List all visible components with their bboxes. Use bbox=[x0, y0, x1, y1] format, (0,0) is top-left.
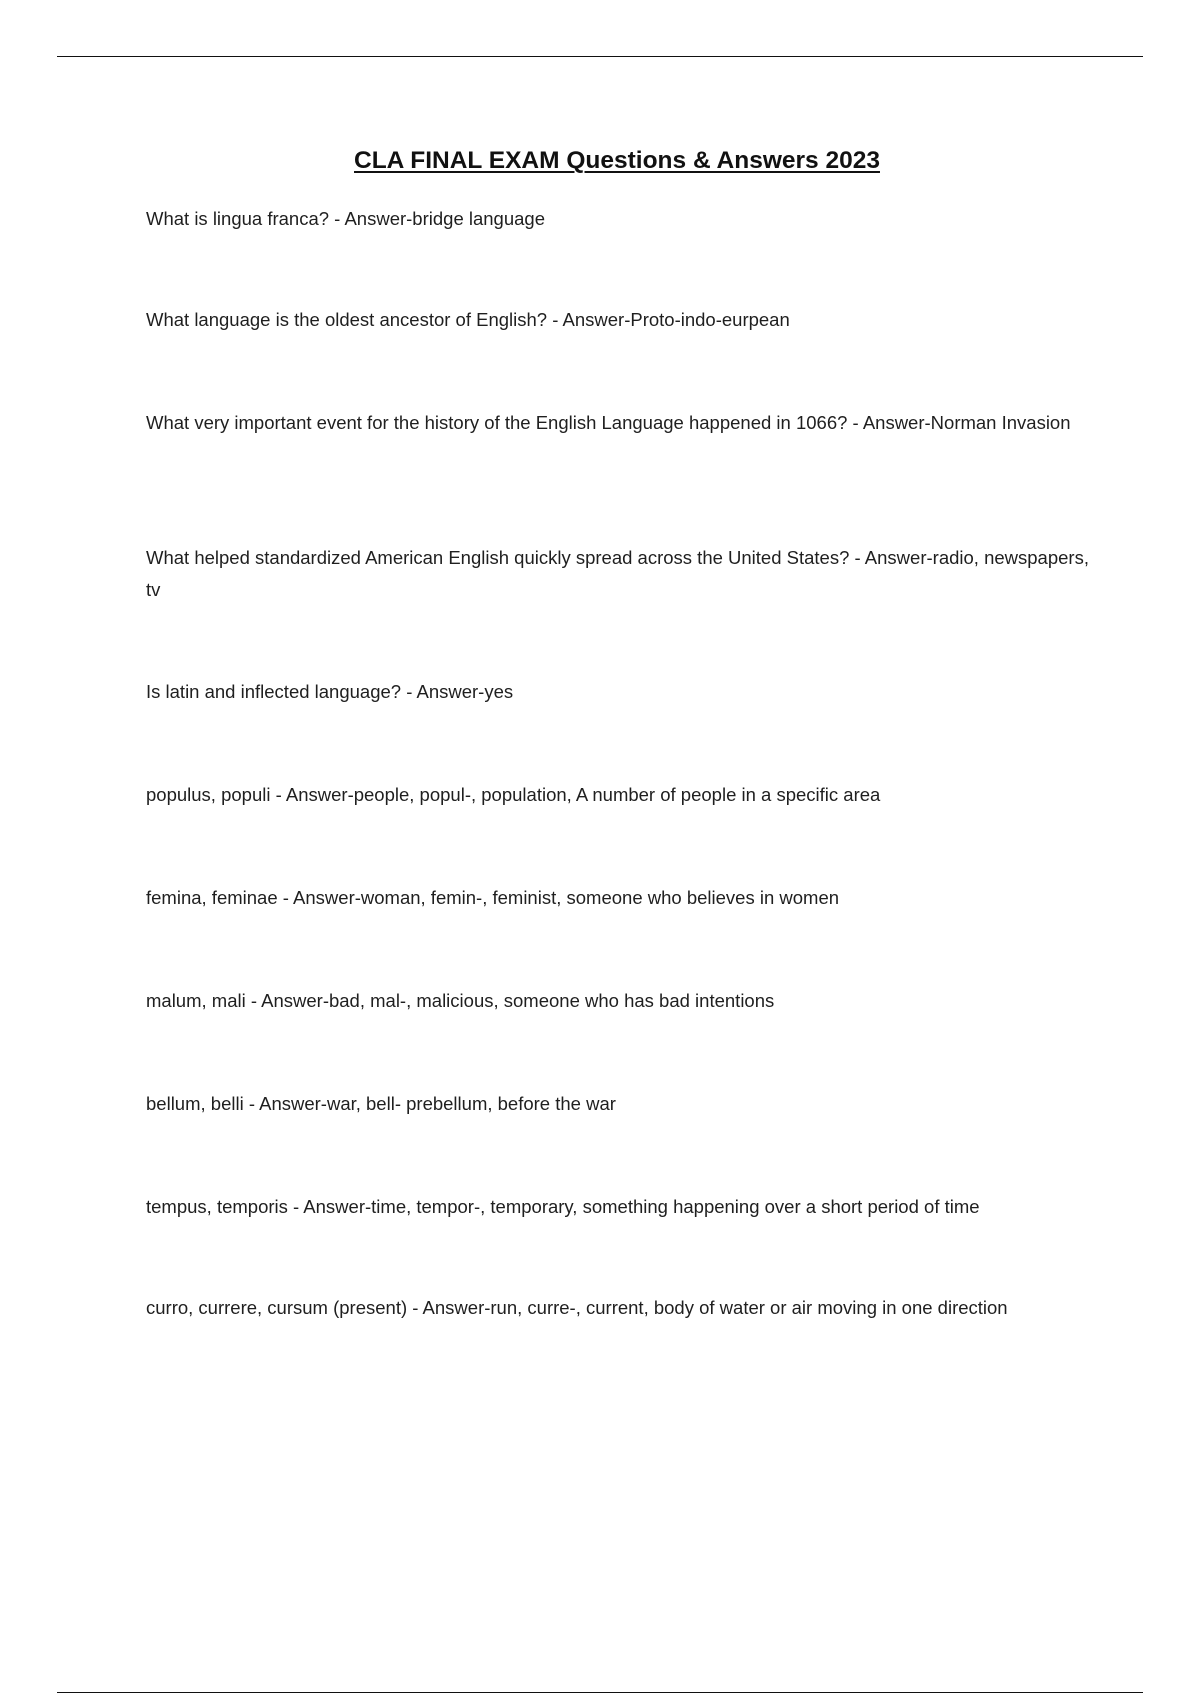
qa-item: curro, currere, cursum (present) - Answer-run, curre-, current, body of water or air moving in one direction bbox=[146, 1297, 1008, 1318]
page-title: CLA FINAL EXAM Questions & Answers 2023 bbox=[354, 147, 880, 174]
qa-item: Is latin and inflected language? - Answer-yes bbox=[146, 681, 514, 702]
qa-item: What very important event for the history of the English Language happened in 1066? - Answer-Norman Invasion bbox=[146, 412, 1071, 433]
qa-item: femina, feminae - Answer-woman, femin-, feminist, someone who believes in women bbox=[146, 887, 840, 908]
qa-item: What is lingua franca? - Answer-bridge language bbox=[146, 208, 546, 229]
qa-item: What helped standardized American English quickly spread across the United States? - Answer-radio, newspapers, tv bbox=[146, 547, 1089, 600]
qa-item: populus, populi - Answer-people, popul-, population, A number of people in a specific area bbox=[146, 784, 881, 805]
qa-item: bellum, belli - Answer-war, bell- prebellum, before the war bbox=[146, 1093, 616, 1114]
qa-item: What language is the oldest ancestor of English? - Answer-Proto-indo-eurpean bbox=[146, 309, 790, 330]
top-divider bbox=[57, 56, 1143, 57]
qa-item: tempus, temporis - Answer-time, tempor-, temporary, something happening over a short period of time bbox=[146, 1196, 980, 1217]
bottom-divider bbox=[57, 1692, 1143, 1693]
qa-item: malum, mali - Answer-bad, mal-, malicious, someone who has bad intentions bbox=[146, 990, 775, 1011]
